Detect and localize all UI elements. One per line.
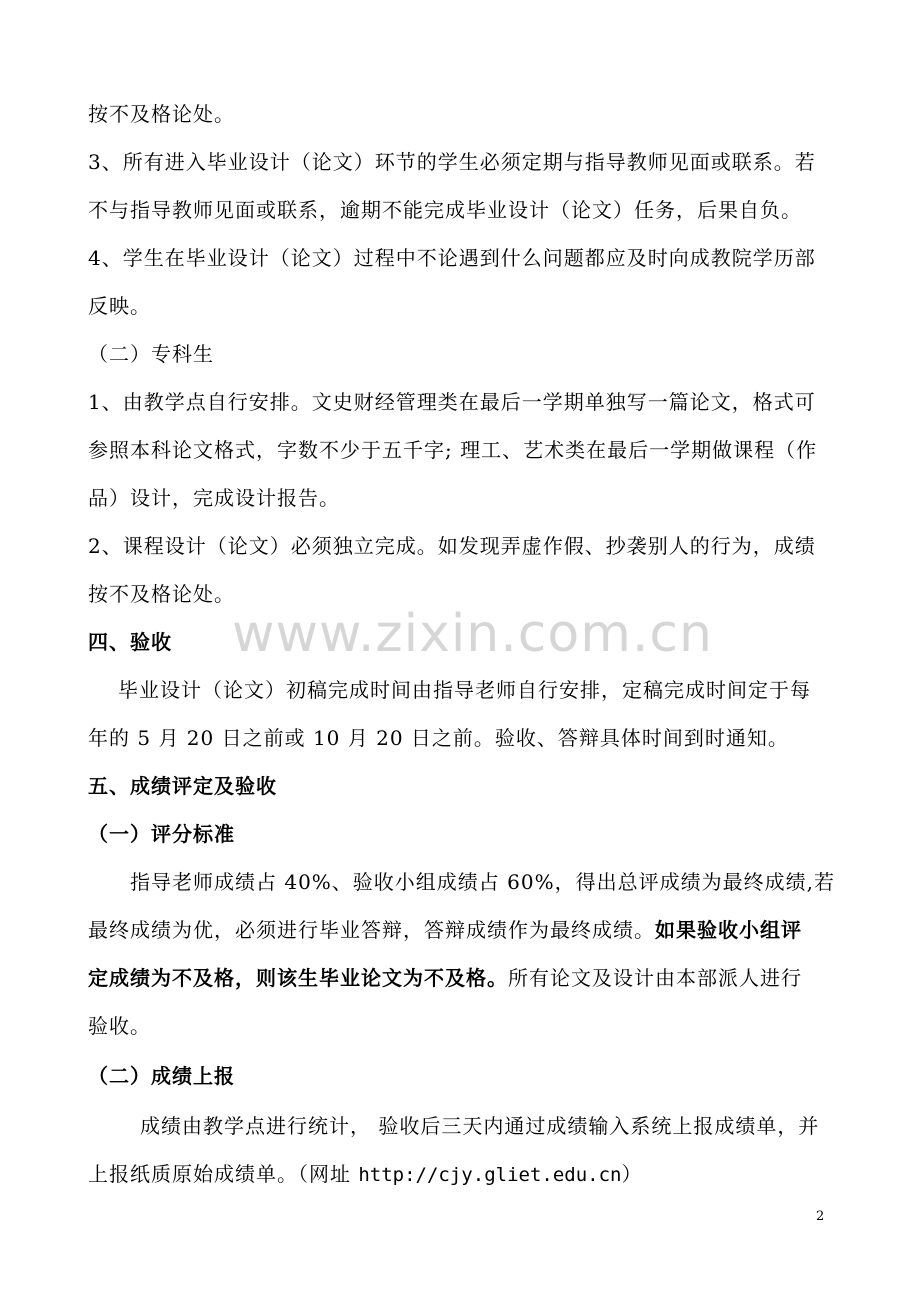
- text-span: 上报纸质原始成绩单。（网址: [88, 1162, 359, 1186]
- paragraph-line: 毕业设计（论文）初稿完成时间由指导老师自行安排，定稿完成时间定于每: [118, 678, 811, 702]
- subsection-heading: （二）成绩上报: [88, 1064, 235, 1088]
- paragraph-line: 年的 5 月 20 日之前或 10 月 20 日之前。验收、答辩具体时间到时通知。: [88, 726, 789, 750]
- paragraph-line: [88, 906, 836, 954]
- text-span: 所有论文及设计由本部派人进行: [508, 966, 802, 990]
- paragraph-line: 按不及格论处。: [88, 102, 235, 126]
- paragraph-line: 验收。: [88, 1014, 151, 1038]
- paragraph-line: 反映。: [88, 294, 151, 318]
- section-heading: 五、成绩评定及验收: [88, 774, 277, 798]
- section-heading: 四、验收: [88, 630, 172, 654]
- paragraph-line: 按不及格论处。: [88, 582, 235, 606]
- page-number: 2: [816, 1209, 825, 1224]
- text-span: 最终成绩为优，必须进行毕业答辩，答辩成绩作为最终成绩。: [88, 918, 655, 942]
- paragraph-line: 指导老师成绩占 40%、验收小组成绩占 60%，得出总评成绩为最终成绩,若: [130, 870, 835, 894]
- paragraph-line: [88, 954, 836, 1002]
- paragraph-line: 3、所有进入毕业设计（论文）环节的学生必须定期与指导教师见面或联系。若: [88, 150, 816, 174]
- paragraph-line: 2、课程设计（论文）必须独立完成。如发现弄虚作假、抄袭别人的行为，成绩: [88, 534, 816, 558]
- subsection-heading: （一）评分标准: [88, 822, 235, 846]
- paragraph-line: 品）设计，完成设计报告。: [88, 486, 340, 510]
- subsection-heading: （二）专科生: [88, 342, 214, 366]
- website-url: http://cjy.gliet.edu.cn: [358, 1164, 622, 1186]
- paragraph-line: 不与指导教师见面或联系，逾期不能完成毕业设计（论文）任务，后果自负。: [88, 198, 802, 222]
- paragraph-line: 参照本科论文格式，字数不少于五千字; 理工、艺术类在最后一学期做课程（作: [88, 438, 818, 462]
- paragraph-line: 1、由教学点自行安排。文史财经管理类在最后一学期单独写一篇论文，格式可: [88, 390, 816, 414]
- paragraph-line: [88, 1150, 836, 1198]
- paragraph-line: 成绩由教学点进行统计， 验收后三天内通过成绩输入系统上报成绩单，并: [140, 1114, 820, 1138]
- paragraph-line: 4、学生在毕业设计（论文）过程中不论遇到什么问题都应及时向成教院学历部: [88, 246, 816, 270]
- emphasis-text: 如果验收小组评: [655, 918, 802, 942]
- watermark: www.zixin.com.cn: [232, 604, 713, 664]
- emphasis-text: 定成绩为不及格，则该生毕业论文为不及格。: [88, 966, 508, 990]
- text-span: ）: [621, 1162, 643, 1186]
